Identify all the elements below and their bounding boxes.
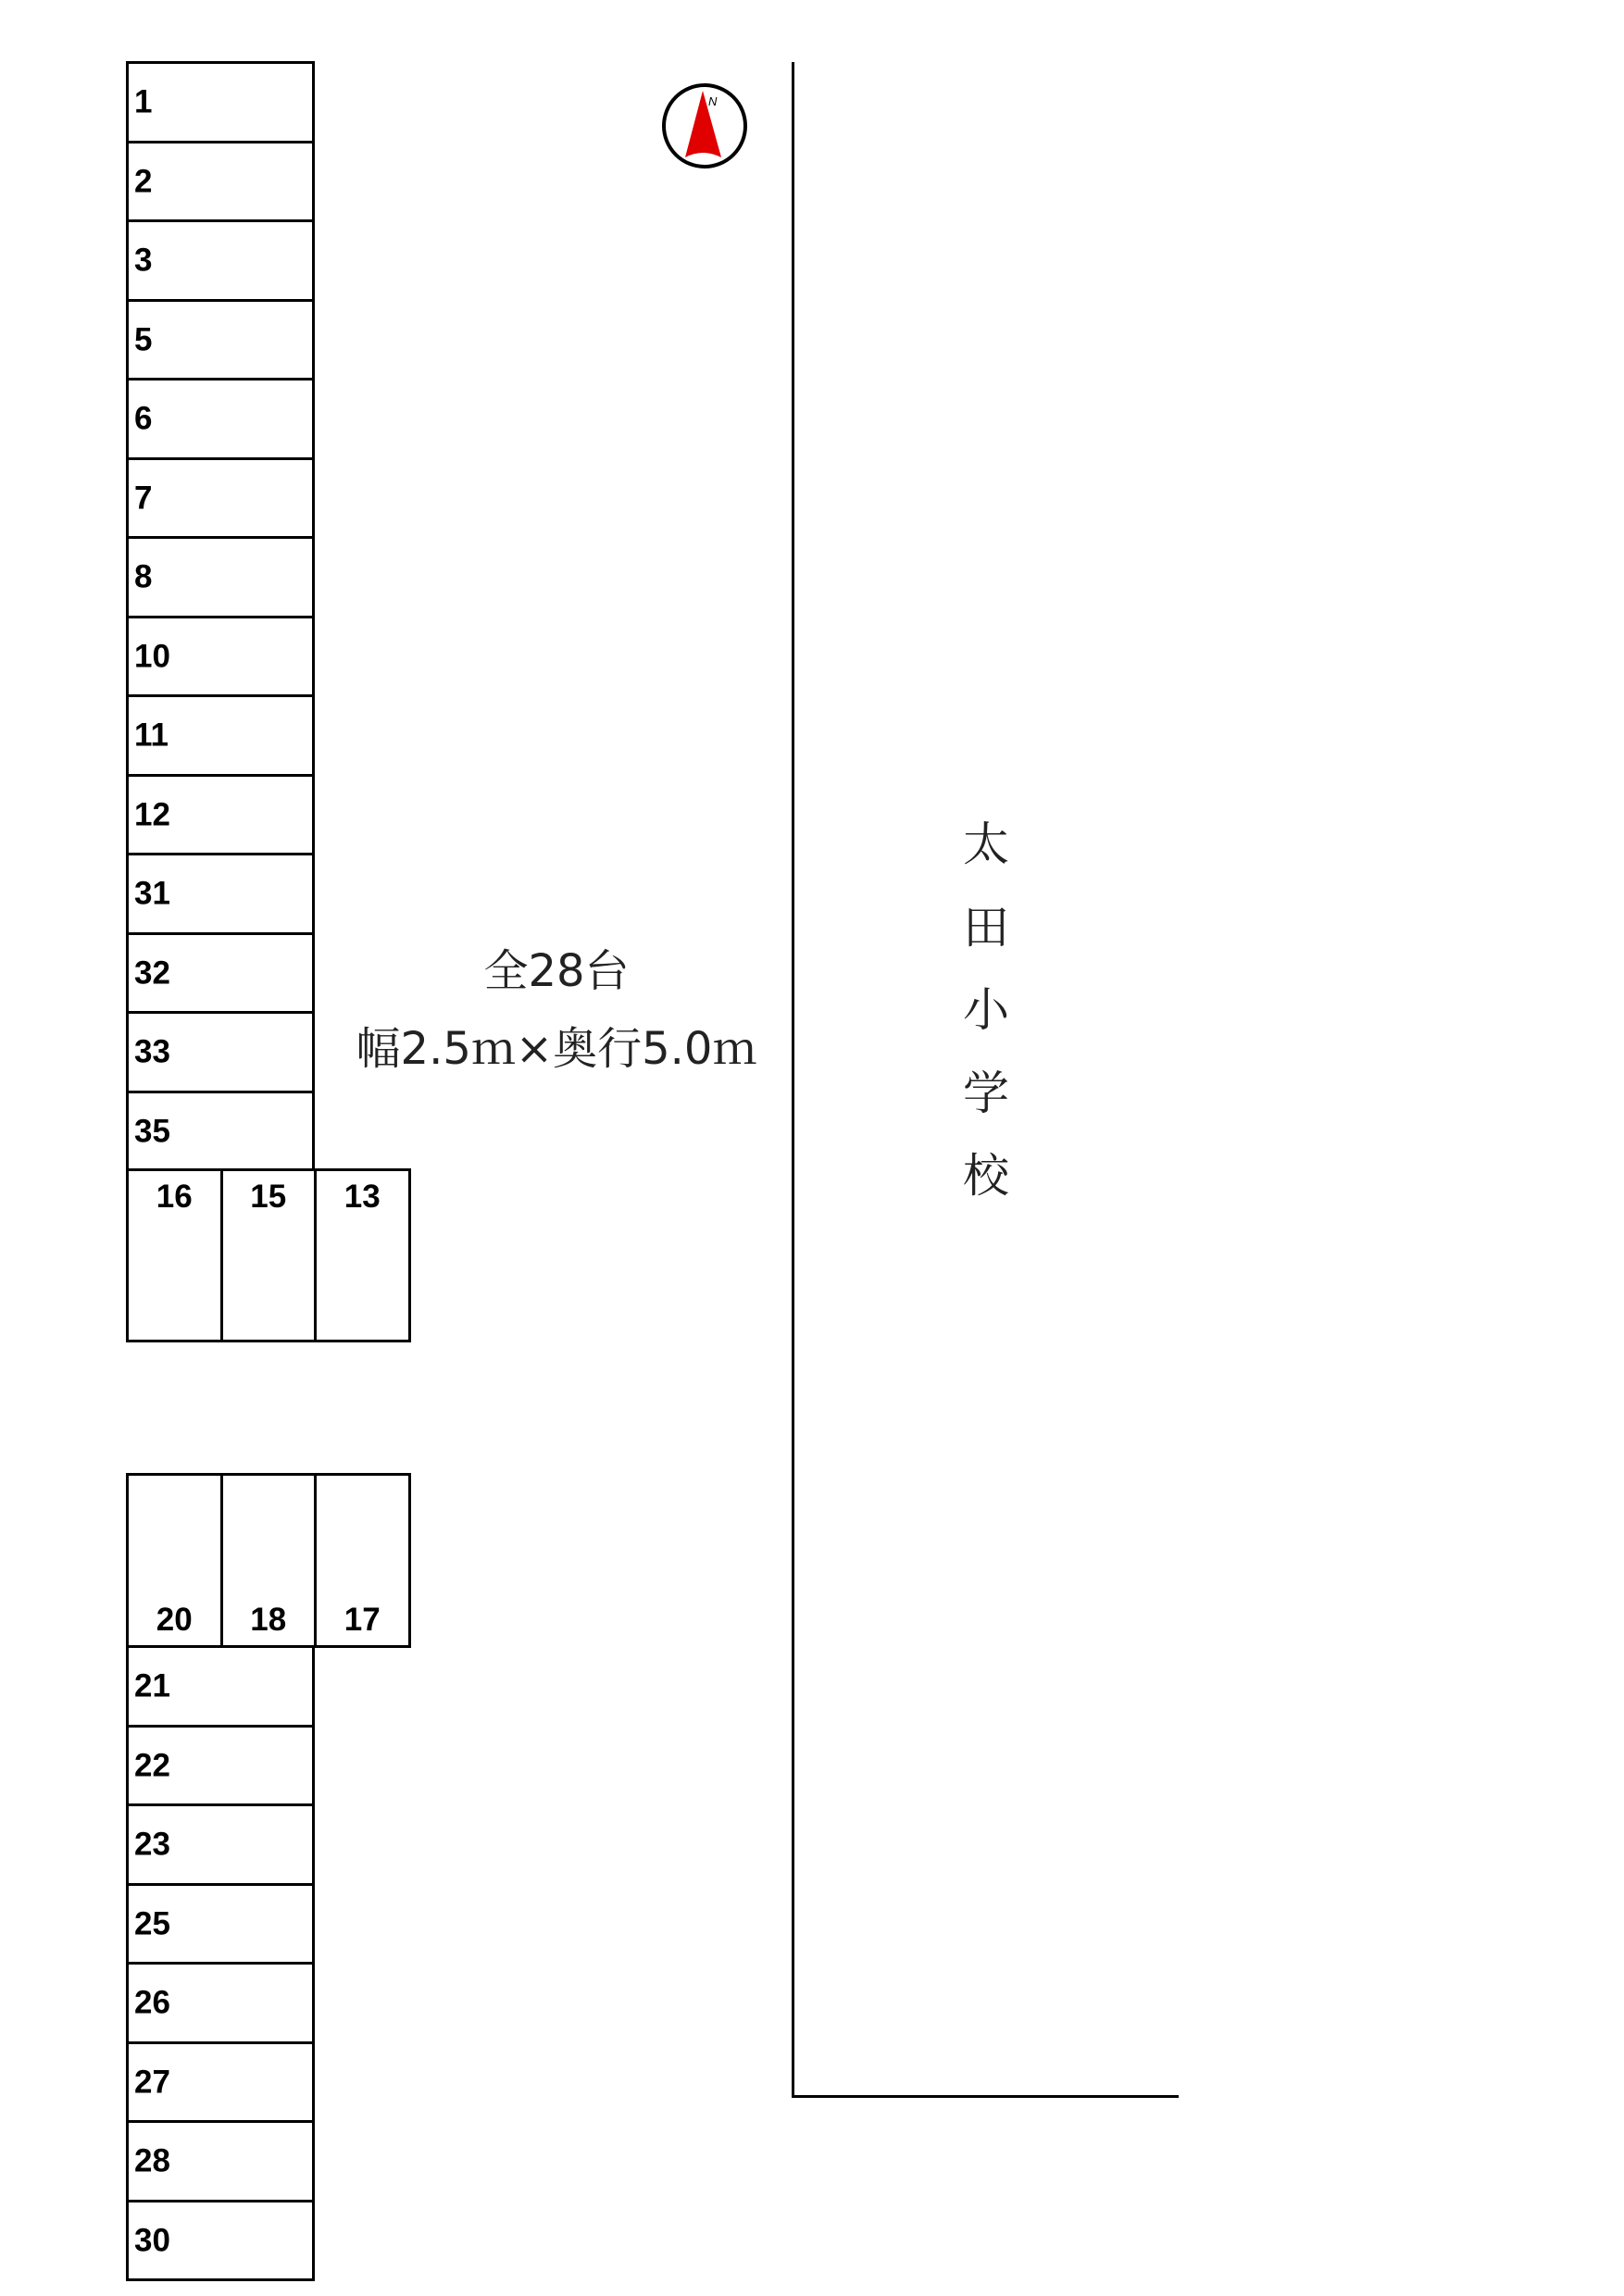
parking-stall (126, 1168, 223, 1342)
stall-number: 6 (134, 400, 153, 437)
parking-stall (126, 1011, 315, 1093)
parking-stall (126, 299, 315, 381)
stall-number: 31 (134, 875, 170, 912)
stall-size-label: 幅2.5ｍ×奥行5.0ｍ (356, 1023, 757, 1075)
stall-number: 30 (134, 2222, 170, 2259)
stall-number: 23 (134, 1826, 170, 1863)
school-boundary-horizontal (792, 2095, 1179, 2098)
parking-stall (126, 694, 315, 777)
parking-stall (126, 774, 315, 856)
stall-number: 20 (156, 1602, 193, 1638)
parking-stall (126, 1473, 223, 1648)
stall-number: 22 (134, 1747, 170, 1784)
school-boundary-vertical (792, 62, 794, 2097)
stall-number: 11 (134, 717, 169, 754)
stall-number: 15 (250, 1179, 287, 1215)
parking-stall (220, 1473, 318, 1648)
parking-stall (126, 2200, 315, 2282)
parking-stall (126, 219, 315, 302)
parking-stall (126, 853, 315, 935)
stall-number: 16 (156, 1179, 193, 1215)
parking-stall (126, 1725, 315, 1807)
stall-number: 33 (134, 1033, 170, 1070)
parking-stall (126, 1962, 315, 2044)
parking-stall (126, 536, 315, 618)
stall-number: 26 (134, 1984, 170, 2021)
school-name-char: 小 (963, 983, 1009, 1037)
parking-stall (314, 1473, 411, 1648)
stall-number: 27 (134, 2064, 170, 2101)
parking-stall (126, 378, 315, 460)
stall-number: 5 (134, 321, 153, 358)
stall-number: 8 (134, 558, 153, 595)
stall-number: 35 (134, 1113, 170, 1150)
parking-stall (126, 1803, 315, 1886)
stall-number: 1 (134, 83, 153, 120)
parking-stall (126, 2041, 315, 2124)
parking-stall (126, 1091, 315, 1173)
stall-number: 12 (134, 796, 170, 833)
stall-number: 18 (250, 1602, 287, 1638)
stall-number: 13 (344, 1179, 381, 1215)
school-name-char: 太 (963, 817, 1009, 871)
compass-letter: N (708, 94, 718, 108)
stall-number: 2 (134, 163, 153, 200)
stall-number: 21 (134, 1667, 170, 1704)
parking-stall (126, 932, 315, 1015)
total-stalls-label: 全28台 (483, 945, 630, 997)
stall-number: 28 (134, 2142, 170, 2179)
school-name-char: 田 (963, 900, 1009, 955)
parking-stall (220, 1168, 318, 1342)
north-compass-icon (660, 81, 749, 170)
stall-number: 32 (134, 955, 170, 992)
parking-stall (126, 457, 315, 540)
school-name-char: 校 (963, 1149, 1009, 1203)
parking-stall (126, 2120, 315, 2202)
stall-number: 10 (134, 638, 170, 675)
school-name-char: 学 (963, 1066, 1009, 1120)
parking-stall (126, 1645, 315, 1728)
parking-stall (126, 141, 315, 223)
stall-number: 17 (344, 1602, 381, 1638)
parking-stall (126, 616, 315, 698)
stall-number: 7 (134, 480, 153, 517)
parking-stall (126, 1883, 315, 1965)
parking-stall (314, 1168, 411, 1342)
parking-stall (126, 61, 315, 144)
stall-number: 25 (134, 1905, 170, 1942)
stall-number: 3 (134, 242, 153, 279)
